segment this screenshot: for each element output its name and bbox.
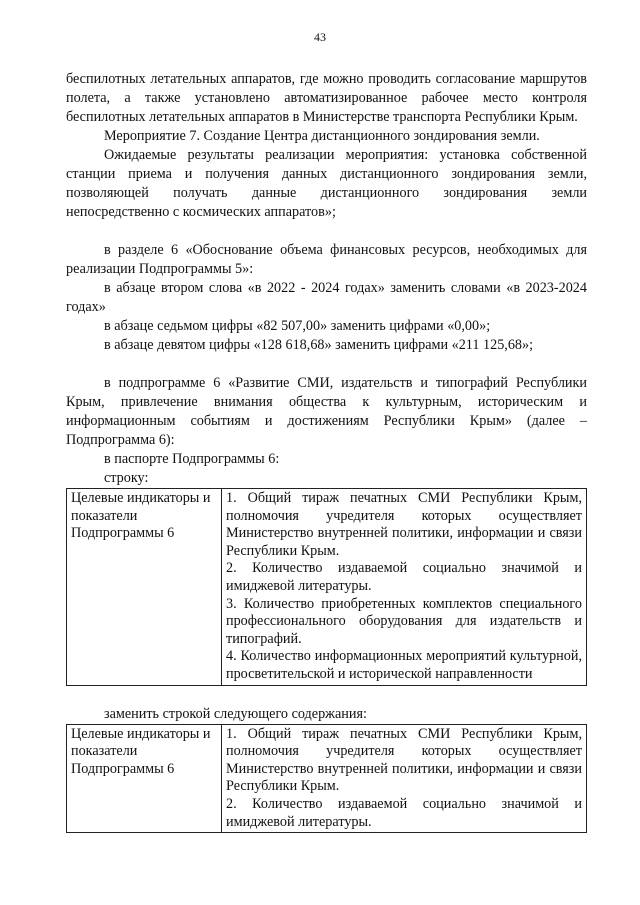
paragraph-passport: в паспорте Подпрограммы 6: (104, 451, 280, 467)
document-body (66, 70, 587, 833)
spacer (66, 355, 587, 374)
indicator-item-2: 2. Количество издаваемой социально значимой и имиджевой литературы. (226, 560, 582, 594)
indicator-item-4: 4. Количество информационных мероприятий культурной, просветительской и исторической направленности (226, 648, 582, 682)
spacer (66, 222, 587, 241)
indicator-item-1: 1. Общий тираж печатных СМИ Республики Крым, полномочия учредителя которых осуществляет Министерство внутренней политики, информации и связи Республики Крым. (226, 490, 582, 559)
table-value-cell (222, 724, 587, 833)
paragraph-replace-label: заменить строкой следующего содержания: (104, 705, 367, 722)
indicator-item-3: 3. Количество приобретенных комплектов специального профессионального оборудования для издательств и типографий. (226, 595, 582, 647)
table-value-cell (222, 489, 587, 686)
paragraph-section-6-intro: в разделе 6 «Обоснование объема финансовых ресурсов, необходимых для реализации Подпрограммы 5»: (66, 242, 587, 277)
table-new-row (66, 724, 587, 834)
table-row (67, 724, 587, 833)
paragraph-section-6-line-1: в абзаце втором слова «в 2022 - 2024 годах» заменить словами «в 2023-2024 годах» (66, 280, 587, 315)
table-label-cell: Целевые индикаторы и показатели Подпрограммы 6 (67, 489, 222, 686)
table-old-row (66, 488, 587, 686)
paragraph-measure-7: Мероприятие 7. Создание Центра дистанционного зондирования земли. (104, 128, 540, 144)
paragraph-uav-continuation: беспилотных летательных аппаратов, где можно проводить согласование маршрутов полета, а также установлено автоматизированное рабочее место контроля беспилотных летательных аппаратов в Министерстве транспорта Республики Крым. (66, 71, 587, 125)
table-row (67, 489, 587, 686)
paragraph-row-label: строку: (104, 470, 149, 486)
indicator-item-2: 2. Количество издаваемой социально значимой и имиджевой литературы. (226, 795, 582, 830)
paragraph-section-6-line-2: в абзаце седьмом цифры «82 507,00» заменить цифрами «0,00»; (104, 318, 491, 334)
paragraph-subprogram-6-intro: в подпрограмме 6 «Развитие СМИ, издательств и типографий Республики Крым, привлечение внимания общества к культурным, историческим и информационным событиям и достижениям Республики Крым» (далее – Подпрограмма 6): (66, 375, 587, 448)
table-label-cell: Целевые индикаторы и показатели Подпрограммы 6 (67, 724, 222, 833)
spacer (66, 686, 587, 705)
indicator-item-1: 1. Общий тираж печатных СМИ Республики Крым, полномочия учредителя которых осуществляет Министерство внутренней политики, информации и связи Республики Крым. (226, 725, 582, 795)
paragraph-expected-results: Ожидаемые результаты реализации мероприятия: установка собственной станции приема и получения данных дистанционного зондирования земли, позволяющей получать данные дистанционного зондирования земли непосредственно с космических аппаратов»; (66, 147, 587, 220)
paragraph-section-6-line-3: в абзаце девятом цифры «128 618,68» заменить цифрами «211 125,68»; (104, 337, 534, 353)
page-number: 43 (314, 30, 326, 44)
